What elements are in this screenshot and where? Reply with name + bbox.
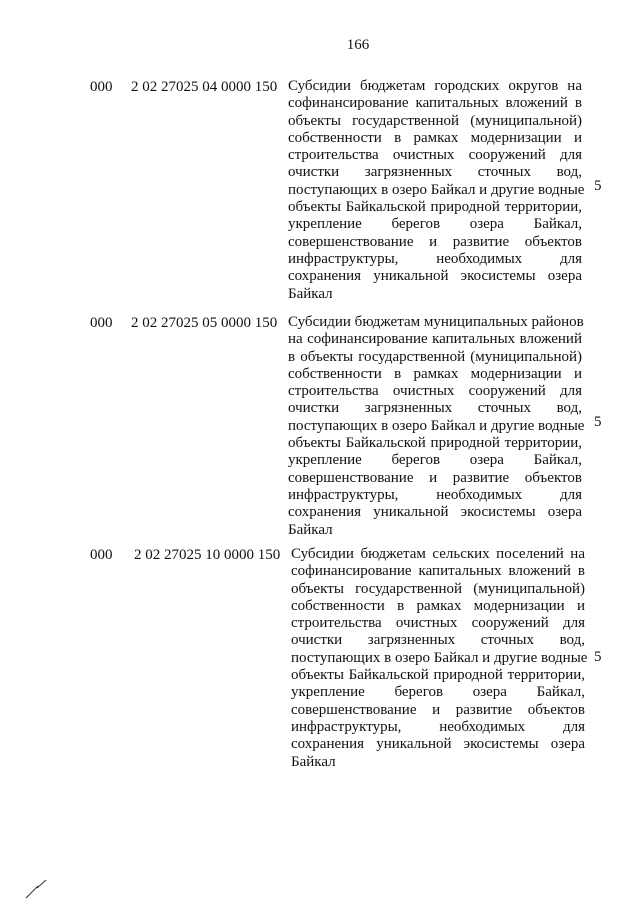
description-line: очистки загрязненных сточных вод, — [288, 400, 582, 417]
description — [288, 314, 585, 539]
description-line: строительства очистных сооружений для — [288, 383, 582, 400]
description-line: строительства очистных сооружений для — [288, 147, 582, 164]
description-line: Субсидии бюджетам городских округов на — [288, 78, 582, 94]
admin-code: 000 — [90, 547, 113, 563]
description-line: Байкал — [288, 521, 333, 538]
description-line: поступающих в озеро Байкал и другие водные — [288, 417, 585, 434]
description-line: на софинансирование капитальных вложений — [288, 331, 582, 348]
description-line: объекты государственной (муниципальной) — [291, 580, 585, 597]
income-code: 2 02 27025 10 0000 150 — [134, 547, 281, 563]
description-line: объекты Байкальской природной территории, — [288, 435, 582, 452]
description-line: сохранения уникальной экосистемы озера — [291, 736, 585, 753]
description — [291, 546, 588, 771]
description-line: сохранения уникальной экосистемы озера — [288, 268, 582, 285]
description-line: совершенствование и развитие объектов — [288, 233, 582, 250]
description-line: совершенствование и развитие объектов — [288, 469, 582, 486]
description-line: Байкал — [288, 285, 333, 302]
description-line: очистки загрязненных сточных вод, — [288, 164, 582, 181]
description-line: укрепление берегов озера Байкал, — [288, 216, 582, 233]
description-line: софинансирование капитальных вложений в — [288, 95, 582, 112]
description-line: объекты Байкальской природной территории, — [291, 667, 585, 684]
page-number: 166 — [346, 37, 370, 53]
description-line: инфраструктуры, необходимых для — [288, 250, 582, 267]
amount: 5 — [594, 178, 602, 194]
description-line: собственности в рамках модернизации и — [291, 597, 585, 614]
description-line: поступающих в озеро Байкал и другие водные — [288, 181, 585, 198]
admin-code: 000 — [90, 315, 113, 331]
description-line: софинансирование капитальных вложений в — [291, 563, 585, 580]
description-line: укрепление берегов озера Байкал, — [291, 684, 585, 701]
description-line: объекты государственной (муниципальной) — [288, 112, 582, 129]
description-line: Субсидии бюджетам сельских поселений на — [291, 546, 585, 562]
description-line: очистки загрязненных сточных вод, — [291, 632, 585, 649]
description-line: инфраструктуры, необходимых для — [291, 718, 585, 735]
description — [288, 78, 585, 303]
description-line: в объекты государственной (муниципальной) — [288, 348, 582, 365]
pen-stroke-mark — [24, 874, 50, 900]
admin-code: 000 — [90, 79, 113, 95]
description-line: инфраструктуры, необходимых для — [288, 486, 582, 503]
description-line: собственности в рамках модернизации и — [288, 129, 582, 146]
description-line: поступающих в озеро Байкал и другие водные — [291, 649, 588, 666]
description-line: сохранения уникальной экосистемы озера — [288, 504, 582, 521]
income-code: 2 02 27025 04 0000 150 — [131, 79, 278, 95]
description-line: Субсидии бюджетам муниципальных районов — [288, 314, 584, 330]
amount: 5 — [594, 649, 602, 665]
description-line: собственности в рамках модернизации и — [288, 365, 582, 382]
description-line: укрепление берегов озера Байкал, — [288, 452, 582, 469]
description-line: объекты Байкальской природной территории, — [288, 199, 582, 216]
description-line: совершенствование и развитие объектов — [291, 701, 585, 718]
income-code: 2 02 27025 05 0000 150 — [131, 315, 278, 331]
description-line: Байкал — [291, 753, 336, 770]
amount: 5 — [594, 414, 602, 430]
description-line: строительства очистных сооружений для — [291, 615, 585, 632]
